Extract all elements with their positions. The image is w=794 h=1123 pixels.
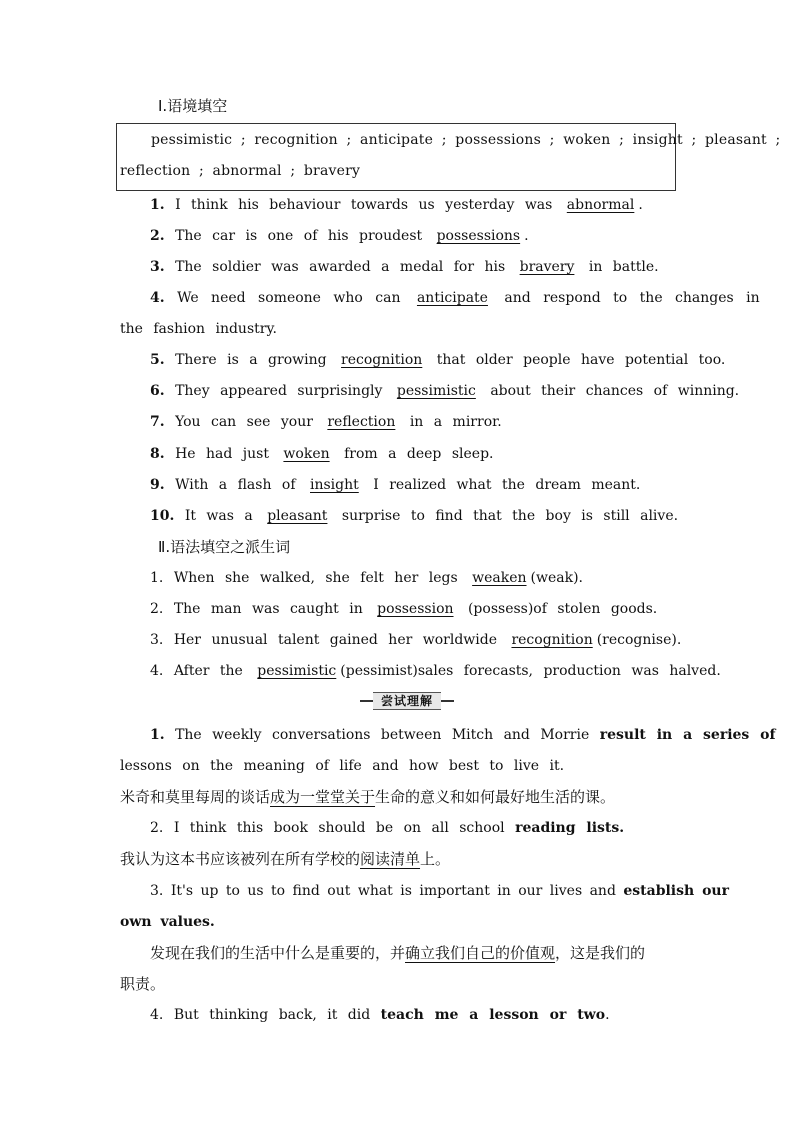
item-text: I think his behaviour towards us yesterday was <box>175 197 553 213</box>
section-banner <box>360 692 454 710</box>
s3-item-3-continued: own values. <box>120 914 215 930</box>
item-text-end: (recognise). <box>596 632 682 648</box>
item-text-end: (weak). <box>530 570 583 586</box>
item-text-end: in a mirror. <box>409 414 502 430</box>
key-phrase: result in a series of <box>599 727 776 743</box>
item-text: The car is one of his proudest <box>175 228 423 244</box>
banner-label: 尝试理解 <box>373 692 441 710</box>
translation-text: 我认为这本书应该被列在所有学校的 <box>120 850 361 868</box>
item-text-end: that older people have potential too. <box>436 352 726 368</box>
s1-item-9 <box>150 475 640 495</box>
item-text: You can see your <box>175 414 313 430</box>
s1-item-4-continued: the fashion industry. <box>120 321 277 337</box>
s2-item-4 <box>150 661 721 681</box>
section-1-title: Ⅰ.语境填空 <box>158 97 228 115</box>
item-text: It's up to us to find out what is important in our lives and <box>170 883 616 899</box>
answer-blank: abnormal <box>566 197 635 213</box>
s3-item-1-translation <box>120 787 615 807</box>
item-text: I think this book should be on all school <box>173 820 505 836</box>
item-text: The man was caught in <box>173 601 363 617</box>
item-text: But thinking back, it did <box>173 1007 371 1023</box>
item-number: 9. <box>150 477 165 493</box>
answer-blank: pessimistic <box>396 383 476 399</box>
translation-text: 米奇和莫里每周的谈话 <box>120 788 271 806</box>
s3-item-3-translation <box>150 943 645 963</box>
item-text-end: . <box>638 197 643 213</box>
answer-blank: recognition <box>341 352 423 368</box>
s1-item-1 <box>150 195 643 215</box>
s3-item-3-translation-continued: 职责。 <box>120 975 166 993</box>
answer-blank: possession <box>377 601 454 617</box>
item-text-end: I realized what the dream meant. <box>373 477 641 493</box>
word-bank-line-2: reflection ; abnormal ; bravery <box>120 163 361 179</box>
translation-text-end: 生命的意义和如何最好地生活的课。 <box>375 788 616 806</box>
item-text: There is a growing <box>175 352 327 368</box>
translation-key: 确立我们自己的价值观 <box>405 944 556 962</box>
s1-item-4 <box>150 288 760 308</box>
s1-item-3 <box>150 257 659 277</box>
translation-key: 成为一堂堂关于 <box>270 788 376 806</box>
answer-blank: pleasant <box>267 508 328 524</box>
item-text: The soldier was awarded a medal for his <box>175 259 506 275</box>
item-number: 3. <box>150 883 164 899</box>
word-bank-box <box>116 123 781 191</box>
item-number: 4. <box>150 1007 164 1023</box>
s1-item-8 <box>150 444 494 464</box>
s1-item-10 <box>150 506 678 526</box>
item-text-end: about their chances of winning. <box>490 383 740 399</box>
item-text-end: in battle. <box>588 259 659 275</box>
item-text: We need someone who can <box>177 290 401 306</box>
item-text: He had just <box>175 446 269 462</box>
answer-blank: insight <box>310 477 359 493</box>
item-number: 1. <box>150 197 165 213</box>
s1-item-2 <box>150 226 529 246</box>
banner-right-bar <box>441 700 454 702</box>
item-number: 7. <box>150 414 165 430</box>
answer-blank: weaken <box>472 570 527 586</box>
item-text: With a flash of <box>175 477 296 493</box>
item-number: 3. <box>150 259 165 275</box>
s3-item-4 <box>150 1005 610 1025</box>
item-number: 4. <box>150 290 165 306</box>
s3-item-3 <box>150 881 729 901</box>
word-bank-line-1: pessimistic ; recognition ; anticipate ; possessions ; woken ; insight ; pleasant ; <box>151 132 781 148</box>
item-text-end: . <box>605 1007 610 1023</box>
item-text-end: and respond to the changes in <box>504 290 760 306</box>
key-phrase: reading lists. <box>515 820 625 836</box>
s2-item-1 <box>150 568 583 588</box>
item-text: It was a <box>184 508 253 524</box>
item-text: Her unusual talent gained her worldwide <box>173 632 497 648</box>
item-number: 10. <box>150 508 175 524</box>
item-number: 8. <box>150 446 165 462</box>
key-phrase: teach me a lesson or two <box>380 1007 606 1023</box>
answer-blank: pessimistic <box>257 663 337 679</box>
translation-text: 发现在我们的生活中什么是重要的，并 <box>150 944 406 962</box>
item-number: 2. <box>150 601 164 617</box>
s2-item-3 <box>150 630 681 650</box>
answer-blank: recognition <box>511 632 593 648</box>
item-number: 1. <box>150 727 165 743</box>
s1-item-7 <box>150 412 502 432</box>
s1-item-5 <box>150 350 725 370</box>
s3-item-2 <box>150 818 624 838</box>
banner-left-bar <box>360 700 373 702</box>
answer-blank: possessions <box>436 228 521 244</box>
item-text-end: surprise to find that the boy is still alive. <box>341 508 679 524</box>
s3-item-2-translation <box>120 849 450 869</box>
answer-blank: bravery <box>519 259 575 275</box>
item-number: 3. <box>150 632 164 648</box>
translation-text-end: 上。 <box>420 850 451 868</box>
item-text-end: from a deep sleep. <box>344 446 494 462</box>
item-number: 2. <box>150 228 165 244</box>
item-number: 1. <box>150 570 164 586</box>
s3-item-1 <box>150 725 776 745</box>
key-phrase: establish our <box>623 883 729 899</box>
s3-item-1-continued: lessons on the meaning of life and how best to live it. <box>120 758 565 774</box>
item-text: When she walked, she felt her legs <box>173 570 458 586</box>
translation-key: 阅读清单 <box>360 850 421 868</box>
item-number: 5. <box>150 352 165 368</box>
item-number: 2. <box>150 820 164 836</box>
item-text: They appeared surprisingly <box>175 383 383 399</box>
answer-blank: anticipate <box>416 290 488 306</box>
section-2-title: Ⅱ.语法填空之派生词 <box>158 538 291 556</box>
item-text: The weekly conversations between Mitch and Morrie <box>175 727 590 743</box>
answer-blank: reflection <box>327 414 396 430</box>
answer-blank: woken <box>283 446 330 462</box>
item-text-end: (pessimist)sales forecasts, production was halved. <box>340 663 721 679</box>
item-text-end: (possess)of stolen goods. <box>467 601 658 617</box>
s1-item-6 <box>150 381 739 401</box>
s2-item-2 <box>150 599 657 619</box>
translation-text-end: ，这是我们的 <box>555 944 646 962</box>
item-text: After the <box>173 663 243 679</box>
item-number: 4. <box>150 663 164 679</box>
item-text-end: . <box>524 228 529 244</box>
item-number: 6. <box>150 383 165 399</box>
